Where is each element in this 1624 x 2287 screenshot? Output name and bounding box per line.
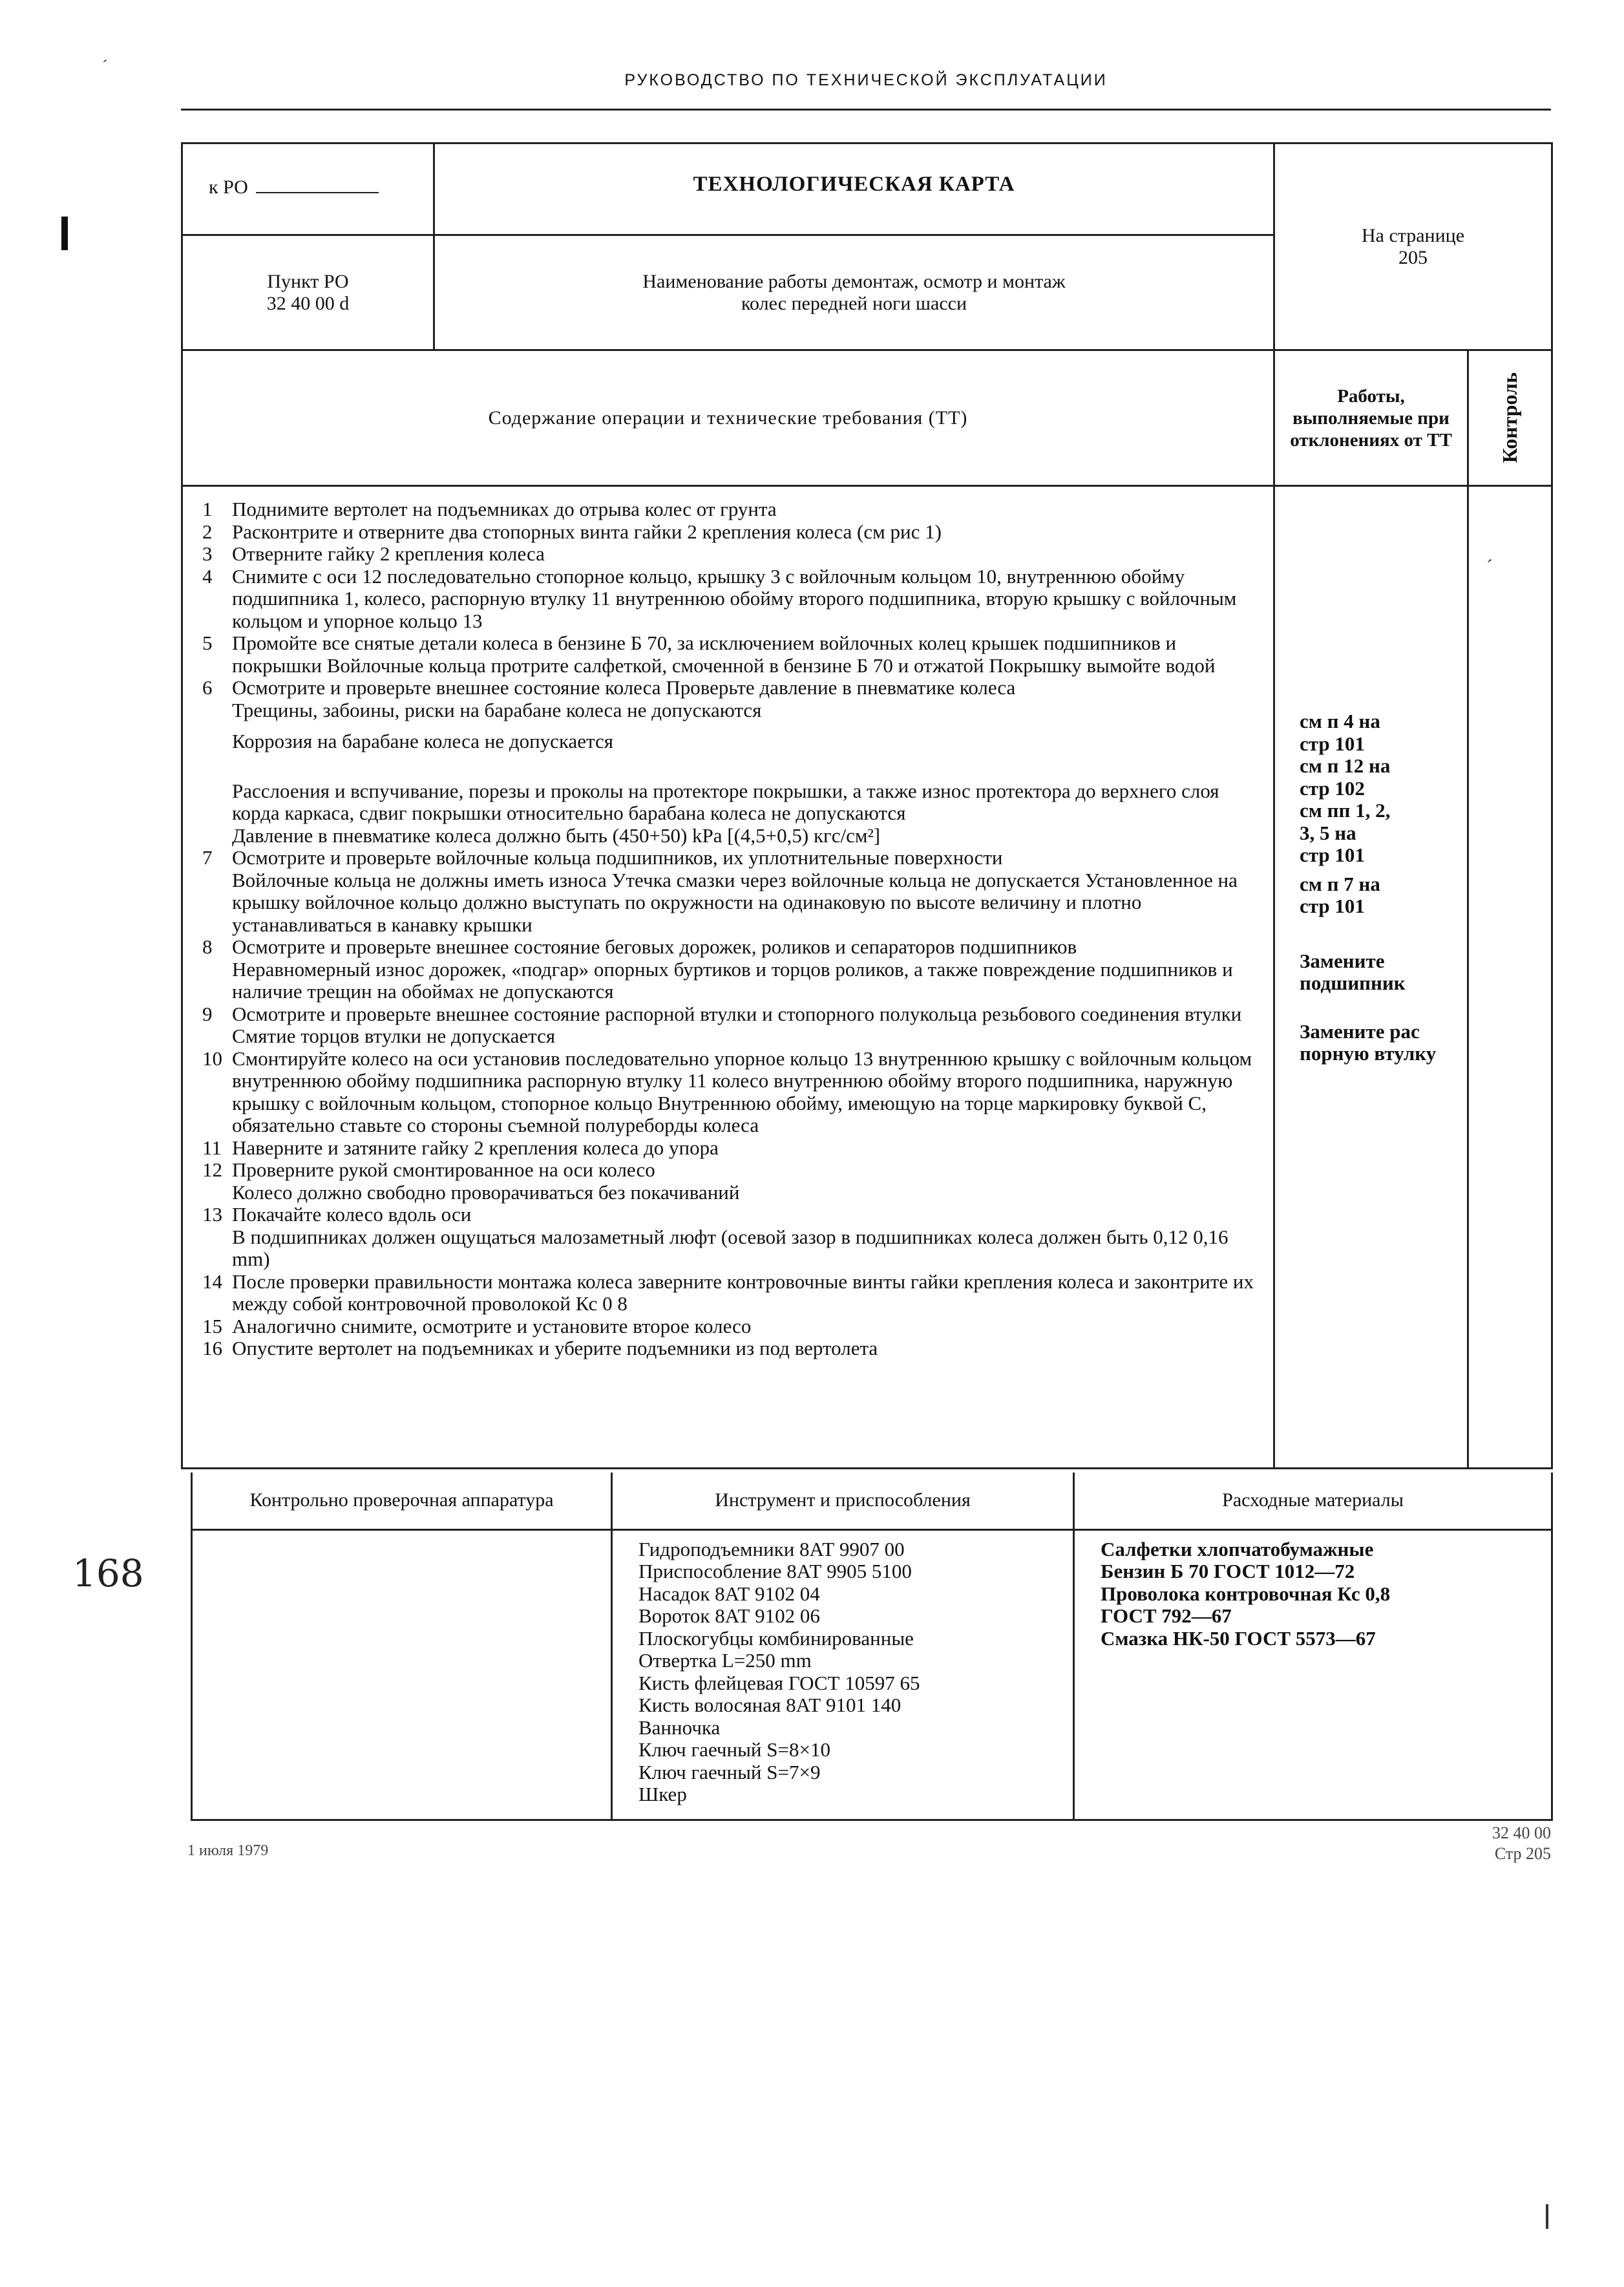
margin-tick: ´ (102, 57, 108, 76)
header-rule (181, 109, 1551, 111)
tool-item: Приспособление 8АТ 9905 5100 (638, 1560, 912, 1582)
operation-item (202, 677, 1260, 699)
requirement-text: Неравномерный износ дорожек, «подгар» опорных буртиков и торцов роликов, а также повреждение подшипников и наличие трещин на обоймах не допускаются (232, 957, 1233, 1003)
operation-item (202, 566, 1260, 633)
title-cell (434, 144, 1274, 235)
content-header: Содержание операции и технические требования (ТТ) (182, 350, 1274, 486)
requirement-text: Трещины, забоины, риски на барабане колеса не допускаются (232, 698, 762, 721)
operation-item (202, 1204, 1260, 1226)
handwritten-page-note: 168 (72, 1551, 144, 1595)
operation-number: 12 (202, 1158, 222, 1181)
operation-text: Поднимите вертолет на подъемниках до отрыва колес от грунта (232, 498, 777, 520)
control-mark: ´ (1486, 556, 1493, 577)
tech-card-table (181, 142, 1553, 1469)
tool-item: Ванночка (638, 1716, 721, 1739)
material-item: Салфетки хлопчатобумажные (1101, 1537, 1374, 1560)
operation-text: Покачайте колесо вдоль оси (232, 1203, 472, 1226)
material-item: ГОСТ 792—67 (1101, 1604, 1232, 1627)
deviations-header: Работы, выполняемые при отклонениях от ТТ (1274, 350, 1468, 486)
deviation-item: Замените рас порную втулку (1300, 1019, 1437, 1065)
requirement-text: Расслоения и вспучивание, порезы и проколы на протекторе покрышки, а также износ протектора до верхнего слоя корда каркаса, сдвиг покрышки относительно барабана колеса не допускаются (232, 779, 1219, 824)
operations-list-2 (202, 847, 1260, 1360)
card-title: ТЕХНОЛОГИЧЕСКАЯ КАРТА (693, 173, 1015, 196)
material-item: Бензин Б 70 ГОСТ 1012—72 (1101, 1560, 1355, 1582)
operation-text: Осмотрите и проверьте внешнее состояние распорной втулки и стопорного полукольца резьбового соединения втулки (232, 1002, 1242, 1025)
tools-list (638, 1538, 1060, 1806)
operation-text: Снимите с оси 12 последовательно стопорное кольцо, крышку 3 с войлочным кольцом 10, внутреннюю обойму подшипника 1, колесо, распорную втулку 11 внутреннюю обойму второго подшипника, вторую крышку с войлочным кольцом и упорное кольцо 13 (232, 564, 1237, 632)
deviation-item: см п 4 на стр 101 (1300, 710, 1380, 755)
operation-item (202, 1337, 1260, 1360)
point-value: 32 40 00 d (266, 292, 350, 314)
operation-number: 7 (202, 846, 213, 869)
tool-item: Гидроподъемники 8АТ 9907 00 (638, 1537, 905, 1560)
page-header: РУКОВОДСТВО ПО ТЕХНИЧЕСКОЙ ЭКСПЛУАТАЦИИ (624, 71, 1108, 89)
equip-header: Контрольно проверочная аппаратура (192, 1473, 612, 1529)
work-name-line2: колес передней ноги шасси (741, 292, 967, 314)
operation-number: 16 (202, 1337, 222, 1359)
margin-mark-bottom (1546, 2204, 1548, 2229)
operation-number: 13 (202, 1203, 222, 1226)
operation-number: 1 (202, 498, 213, 520)
work-name-cell (434, 235, 1274, 350)
work-name-line1: Наименование работы демонтаж, осмотр и монтаж (642, 270, 1066, 292)
tool-item: Вороток 8АТ 9102 06 (638, 1604, 820, 1627)
operation-number: 15 (202, 1314, 222, 1337)
op6-requirements (202, 699, 1260, 847)
deviation-item: см пп 1, 2, 3, 5 на стр 101 (1300, 799, 1391, 866)
operation-number: 3 (202, 542, 213, 565)
operation-number: 6 (202, 676, 213, 699)
operation-number: 10 (202, 1047, 222, 1070)
operation-item (202, 521, 1260, 544)
operation-item (202, 632, 1260, 677)
deviation-item: Замените подшипник (1300, 949, 1406, 994)
control-cell (1468, 486, 1552, 1469)
operation-text: Аналогично снимите, осмотрите и установите второе колесо (232, 1314, 752, 1337)
operation-number: 11 (202, 1136, 222, 1159)
operation-item (202, 1048, 1260, 1137)
point-cell (182, 235, 434, 350)
operation-item (202, 1003, 1260, 1026)
resources-table (191, 1473, 1553, 1821)
material-item: Смазка НК-50 ГОСТ 5573—67 (1101, 1626, 1376, 1650)
requirement-text: Колесо должно свободно проворачиваться без покачиваний (232, 1180, 740, 1204)
operation-number: 9 (202, 1002, 213, 1025)
operation-text: Промойте все снятые детали колеса в бензине Б 70, за исключением войлочных колец крышек подшипников и покрышки Войлочные кольца протрите салфеткой, смоченной в бензине Б 70 и отжатой Покрышку вымойте водой (232, 632, 1216, 677)
operation-text: Наверните и затяните гайку 2 крепления колеса до упора (232, 1136, 719, 1159)
operation-text: Опустите вертолет на подъемниках и уберите подъемники из под вертолета (232, 1337, 878, 1359)
requirement-text: Коррозия на барабане колеса не допускается (232, 730, 613, 752)
ref-label: к РО (209, 176, 248, 198)
tool-item: Ключ гаечный S=8×10 (638, 1738, 830, 1761)
materials-cell (1074, 1529, 1552, 1820)
materials-list (1101, 1538, 1538, 1650)
footer-page: Стр 205 (1494, 1844, 1551, 1863)
equip-cell (192, 1529, 612, 1820)
deviations-cell (1274, 486, 1468, 1469)
tool-item: Кисть флейцевая ГОСТ 10597 65 (638, 1671, 920, 1694)
requirement-text: Войлочные кольца не должны иметь износа Утечка смазки через войлочные кольца не допускается Установленное на крышку войлочное кольцо должно выступать по окружности на одинаковую по высоте величину и плотно устанавливаться в канавку крышки (232, 868, 1238, 936)
tool-item: Кисть волосяная 8АТ 9101 140 (638, 1694, 902, 1716)
margin-mark (61, 217, 68, 250)
tools-cell (612, 1529, 1074, 1820)
operation-text: После проверки правильности монтажа колеса заверните контровочные винты гайки крепления колеса и законтрите их между собой контровочной проволокой Кс 0 8 (232, 1270, 1254, 1315)
operation-text: Смонтируйте колесо на оси установив последовательно упорное кольцо 13 внутреннюю крышку с войлочным кольцом внутреннюю обойму подшипника распорную втулку 11 колесо внутреннюю обойму второго подшипника, наружную крышку с войлочным кольцом, стопорное кольцо Внутреннюю обойму, имеющую на торце маркировку буквой С, обязательно ставьте со стороны съемной полуреборды колеса (232, 1047, 1252, 1136)
operation-item (202, 936, 1260, 959)
requirement-text: Давление в пневматике колеса должно быть (450+50) kPa [(4,5+0,5) кгс/см²] (232, 824, 881, 847)
operations-list (202, 498, 1260, 699)
operation-number: 2 (202, 520, 213, 543)
page-number: 205 (1398, 246, 1428, 268)
operation-item (202, 1271, 1260, 1315)
tool-item: Плоскогубцы комбинированные (638, 1626, 914, 1650)
operation-text: Осмотрите и проверьте внешнее состояние беговых дорожек, роликов и сепараторов подшипников (232, 935, 1077, 958)
footer-ref (1441, 1823, 1551, 1864)
operation-text: Отверните гайку 2 крепления колеса (232, 542, 545, 565)
operation-number: 14 (202, 1270, 222, 1293)
tool-item: Насадок 8АТ 9102 04 (638, 1582, 820, 1605)
operation-item (202, 1315, 1260, 1338)
operation-item (202, 847, 1260, 869)
operation-number: 5 (202, 632, 213, 654)
tool-item: Шкер (638, 1783, 687, 1805)
operation-number: 4 (202, 564, 213, 588)
tools-header: Инструмент и приспособления (612, 1473, 1074, 1529)
point-label: Пункт РО (267, 270, 349, 292)
footer-date: 1 июля 1979 (187, 1842, 269, 1859)
operation-text: Проверните рукой смонтированное на оси колесо (232, 1158, 655, 1181)
operation-item (202, 543, 1260, 566)
operations-cell (182, 486, 1274, 1469)
deviation-item: см п 12 на стр 102 (1300, 754, 1391, 800)
requirement-text: В подшипниках должен ощущаться малозаметный люфт (осевой зазор в подшипниках колеса должен быть 0,12 0,16 mm) (232, 1225, 1229, 1270)
ref-cell (182, 144, 434, 235)
tool-item: Ключ гаечный S=7×9 (638, 1760, 821, 1783)
operation-item (202, 1159, 1260, 1182)
operation-item (202, 498, 1260, 521)
materials-header: Расходные материалы (1074, 1473, 1552, 1529)
requirement-text: Смятие торцов втулки не допускается (232, 1025, 556, 1047)
page-cell (1274, 144, 1552, 350)
control-header: Контроль (1468, 350, 1552, 486)
operation-number: 8 (202, 935, 213, 958)
operation-text: Осмотрите и проверьте войлочные кольца подшипников, их уплотнительные поверхности (232, 846, 1003, 869)
operation-text: Расконтрите и отверните два стопорных винта гайки 2 крепления колеса (см рис 1) (232, 520, 942, 543)
footer-code: 32 40 00 (1492, 1824, 1551, 1842)
deviation-item: см п 7 на стр 101 (1300, 872, 1380, 917)
page-label: На странице (1361, 224, 1465, 246)
operation-item (202, 1137, 1260, 1160)
operation-text: Осмотрите и проверьте внешнее состояние колеса Проверьте давление в пневматике колеса (232, 676, 1016, 699)
deviations-list (1300, 710, 1461, 1065)
tool-item: Отвертка L=250 mm (638, 1649, 812, 1672)
material-item: Проволока контровочная Кс 0,8 (1101, 1582, 1391, 1605)
